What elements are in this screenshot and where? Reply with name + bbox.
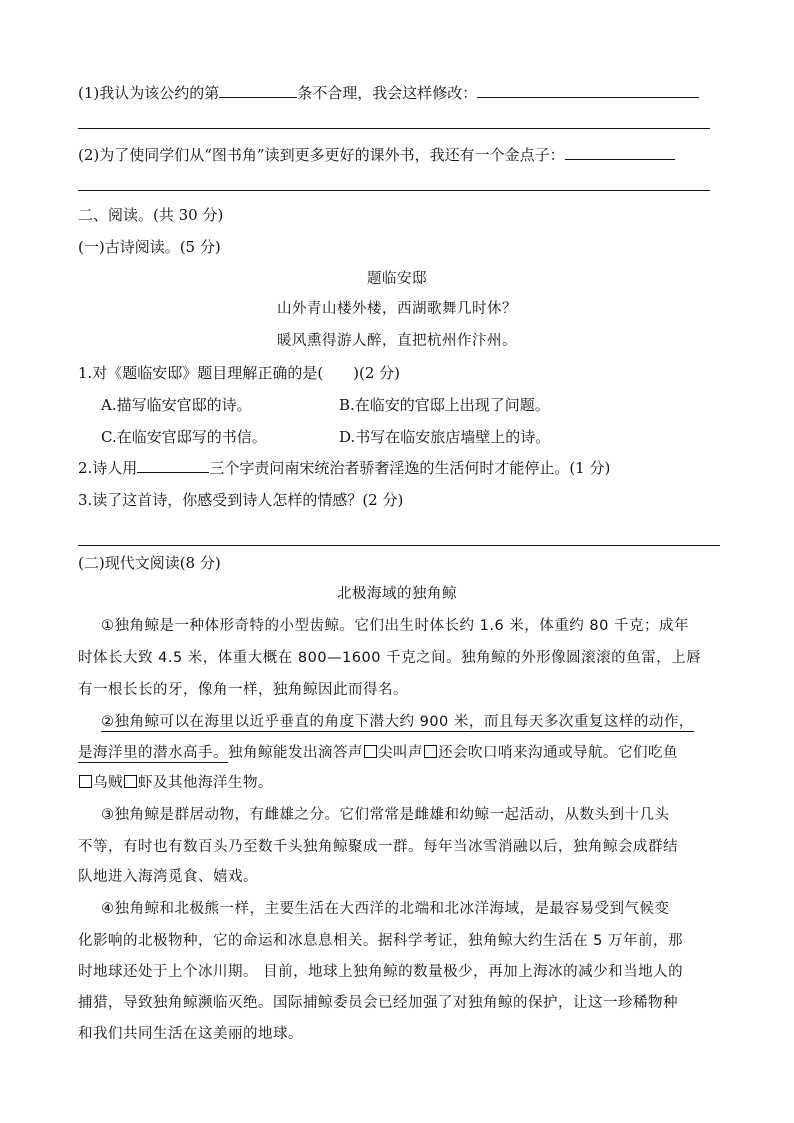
option-c[interactable]: C.在临安官邸写的书信。: [101, 428, 267, 446]
para2-line1: [101, 712, 694, 732]
underlined-sentence-part1: ②独角鲸可以在海里以近乎垂直的角度下潜大约 900 米，而且每天多次重复这样的动作，: [101, 714, 694, 730]
para4-line1: ④独角鲸和北极熊一样，主要生活在大西洋的北端和北冰洋海域，是最容易受到气候变: [101, 901, 670, 917]
para2-text-d: 还会吹口哨来沟通或导航。它们吃鱼: [438, 745, 678, 761]
q-modify-line: [78, 83, 699, 103]
para1-line2: 时体长大致 4.5 米，体重大概在 800—1600 千克之间。独角鲸的外形像圆滚滚的鱼雷，上唇: [78, 650, 702, 666]
para4-line4: 捕猎，导致独角鲸濒临灭绝。国际捕鲸委员会已经加强了对独角鲸的保护，让这一珍稀物种: [78, 995, 678, 1011]
para1-line1: ①独角鲸是一种体形奇特的小型齿鲸。它们出生时体长约 1.6 米，体重约 80 千克；成年: [101, 618, 689, 634]
para3-line1: ③独角鲸是群居动物，有雌雄之分。它们常常是雌雄和幼鲸一起活动，从数头到十几头: [101, 807, 670, 823]
punctuation-box-3[interactable]: [79, 775, 92, 788]
q-modify-text-b: 条不合理，我会这样修改：: [297, 84, 478, 102]
para1-line3: 有一根长长的牙，像角一样，独角鲸因此而得名。: [78, 682, 408, 698]
answer-blank-three-chars[interactable]: [137, 458, 209, 473]
q-idea-text: (2)为了使同学们从“图书角”读到更多更好的课外书，我还有一个金点子：: [78, 146, 565, 164]
para2-text-b: 独角鲸能发出滴答声: [228, 745, 363, 761]
subsection-title-poem: (一)古诗阅读。(5 分): [78, 238, 221, 256]
option-d[interactable]: D.书写在临安旅店墙壁上的诗。: [339, 428, 551, 446]
para4-line5: 和我们共同生活在这美丽的地球。: [78, 1026, 303, 1042]
q-modify-text-a: (1)我认为该公约的第: [78, 84, 220, 102]
poem-line-2: 暖风熏得游人醉，直把杭州作汴州。: [277, 333, 517, 349]
section-title-reading: 二、阅读。(共 30 分): [78, 206, 224, 224]
para4-line2: 化影响的北极物种，它的命运和冰息息相关。据科学考证，独角鲸大约生活在 5 万年前，那: [78, 933, 683, 949]
option-a[interactable]: A.描写临安官邸的诗。: [101, 396, 252, 414]
question-2: [78, 458, 610, 478]
para4-line3: 时地球还处于上个冰川期。 目前，地球上独角鲸的数量极少，再加上海冰的减少和当地人的: [78, 964, 684, 980]
punctuation-box-4[interactable]: [124, 775, 137, 788]
para3-line3: 队地进入海湾觅食、嬉戏。: [78, 869, 258, 885]
para2-line2: [78, 743, 678, 763]
underlined-sentence-part2: 是海洋里的潜水高手。: [78, 745, 228, 761]
punctuation-box-1[interactable]: [364, 745, 377, 758]
para2-text-f: 虾及其他海洋生物。: [138, 775, 273, 791]
answer-line-question-3[interactable]: [78, 545, 720, 546]
question-1: 1.对《题临安邸》题目理解正确的是( )(2 分): [78, 364, 401, 382]
para3-line2: 不等，有时也有数百头乃至数千头独角鲸聚成一群。每年当冰雪消融以后，独角鲸会成群结: [78, 839, 678, 855]
para2-text-e: 乌贼: [93, 775, 123, 791]
question-2-text-b: 三个字责问南宋统治者骄奢淫逸的生活何时才能停止。(1 分): [209, 459, 611, 477]
answer-blank-article-number[interactable]: [219, 83, 297, 98]
subsection-title-modern: (二)现代文阅读(8 分): [78, 554, 221, 572]
article-title: 北极海域的独角鲸: [337, 586, 457, 602]
para2-text-c: 尖叫声: [378, 745, 423, 761]
para2-line3: [78, 773, 273, 793]
poem-title: 题临安邸: [367, 271, 427, 287]
punctuation-box-2[interactable]: [424, 745, 437, 758]
answer-line-modification[interactable]: [78, 128, 710, 129]
question-3: 3.读了这首诗，你感受到诗人怎样的情感？(2 分): [78, 491, 404, 509]
option-b[interactable]: B.在临安的官邸上出现了问题。: [339, 396, 550, 414]
poem-line-1: 山外青山楼外楼，西湖歌舞几时休？: [277, 301, 517, 317]
answer-blank-modification[interactable]: [477, 83, 699, 98]
answer-line-idea[interactable]: [78, 190, 710, 191]
answer-blank-idea[interactable]: [565, 145, 675, 160]
q-idea-line: [78, 145, 675, 165]
question-2-text-a: 2.诗人用: [78, 459, 138, 477]
